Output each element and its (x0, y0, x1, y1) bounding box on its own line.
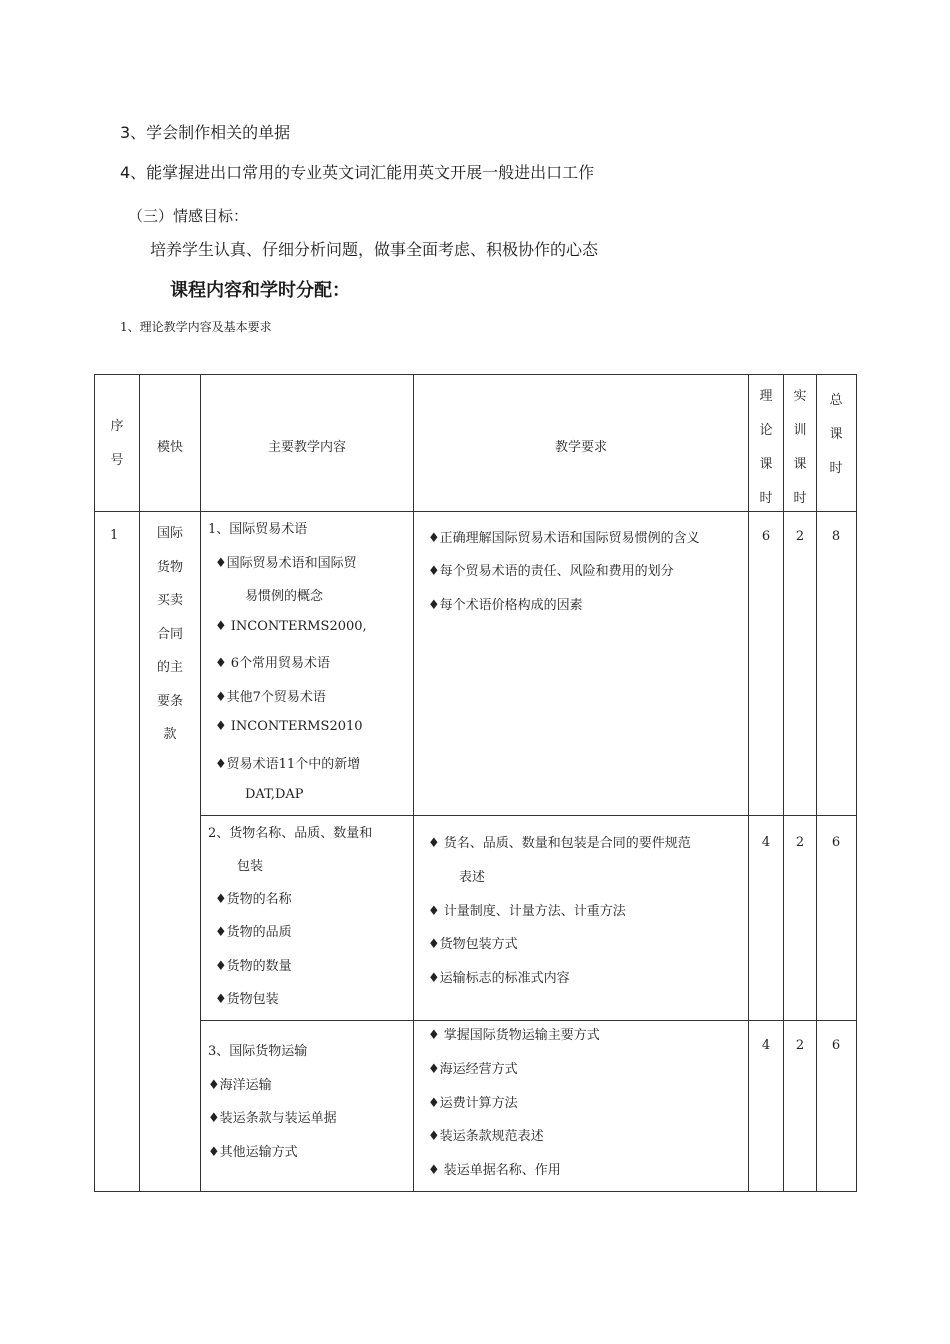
header-module: 模快 (156, 440, 183, 455)
s3-req-3: ♦装运条款规范表述 (428, 1129, 544, 1144)
s1-content-8: DAT,DAP (245, 787, 304, 802)
section-title-affective: （三）情感目标： (128, 207, 249, 225)
header-total-hours: 总 课 时 (829, 393, 843, 476)
s1-req-0: ♦正确理解国际贸易术语和国际贸易惯例的含义 (428, 531, 700, 546)
s1-content-4: ♦ 6个常用贸易术语 (215, 656, 331, 671)
s1-theory: 6 (761, 529, 771, 544)
s1-req-1: ♦每个贸易术语的责任、风险和费用的划分 (428, 564, 674, 579)
s3-content-3: ♦其他运输方式 (208, 1145, 298, 1160)
s1-content-1: ♦国际贸易术语和国际贸 (215, 556, 357, 571)
s1-total: 8 (831, 529, 841, 544)
row1-module: 国际 货物 买卖 合同 的主 要条 款 (156, 526, 183, 742)
s3-total: 6 (831, 1038, 841, 1053)
s1-content-0: 1、国际贸易术语 (208, 522, 308, 537)
row1-seq: 1 (110, 528, 119, 543)
s1-req-2: ♦每个术语价格构成的因素 (428, 598, 583, 613)
s2-req-1: 表述 (459, 870, 486, 885)
s2-content-2: ♦货物的名称 (215, 892, 292, 907)
s2-content-5: ♦货物包装 (215, 992, 279, 1007)
s1-content-6: ♦ INCONTERMS2010 (215, 719, 363, 734)
s1-content-5: ♦其他7个贸易术语 (215, 690, 326, 705)
s2-req-2: ♦ 计量制度、计量方法、计重方法 (428, 904, 626, 919)
s3-req-0: ♦ 掌握国际货物运输主要方式 (428, 1028, 600, 1043)
s2-practice: 2 (795, 835, 805, 850)
s3-content-2: ♦装运条款与装运单据 (208, 1111, 337, 1126)
s3-req-2: ♦运费计算方法 (428, 1096, 518, 1111)
s3-theory: 4 (761, 1038, 771, 1053)
s2-content-3: ♦货物的品质 (215, 925, 292, 940)
affective-goal-text: 培养学生认真、仔细分析问题，做事全面考虑、积极协作的心态 (150, 240, 599, 259)
objective-4: 4、能掌握进出口常用的专业英文词汇能用英文开展一般进出口工作 (120, 163, 595, 182)
s2-total: 6 (831, 835, 841, 850)
s1-practice: 2 (795, 529, 805, 544)
header-theory-hours: 理 论 课 时 (759, 389, 773, 506)
s1-content-7: ♦贸易术语11个中的新增 (215, 757, 361, 772)
s3-content-0: 3、国际货物运输 (208, 1044, 308, 1059)
s2-content-4: ♦货物的数量 (215, 959, 292, 974)
s2-content-1: 包装 (237, 859, 264, 874)
s1-content-2: 易惯例的概念 (245, 589, 324, 604)
s2-req-3: ♦货物包装方式 (428, 937, 518, 952)
objective-3: 3、学会制作相关的单据 (120, 123, 291, 142)
s3-req-4: ♦ 装运单据名称、作用 (428, 1163, 561, 1178)
theory-subheading: 1、理论教学内容及基本要求 (120, 320, 272, 334)
course-content-heading: 课程内容和学时分配： (170, 280, 350, 301)
s2-req-0: ♦ 货名、品质、数量和包装是合同的要件规范 (428, 836, 691, 851)
s2-theory: 4 (761, 835, 771, 850)
s1-content-3: ♦ INCONTERMS2000, (215, 619, 367, 634)
s3-req-1: ♦海运经营方式 (428, 1062, 518, 1077)
header-seq: 序 号 (110, 419, 124, 468)
s2-content-0: 2、货物名称、品质、数量和 (208, 826, 373, 841)
header-content: 主要教学内容 (267, 440, 346, 455)
s2-req-4: ♦运输标志的标准式内容 (428, 971, 570, 986)
header-requirement: 教学要求 (554, 440, 607, 455)
header-practice-hours: 实 训 课 时 (793, 389, 807, 506)
s3-practice: 2 (795, 1038, 805, 1053)
s3-content-1: ♦海洋运输 (208, 1078, 272, 1093)
